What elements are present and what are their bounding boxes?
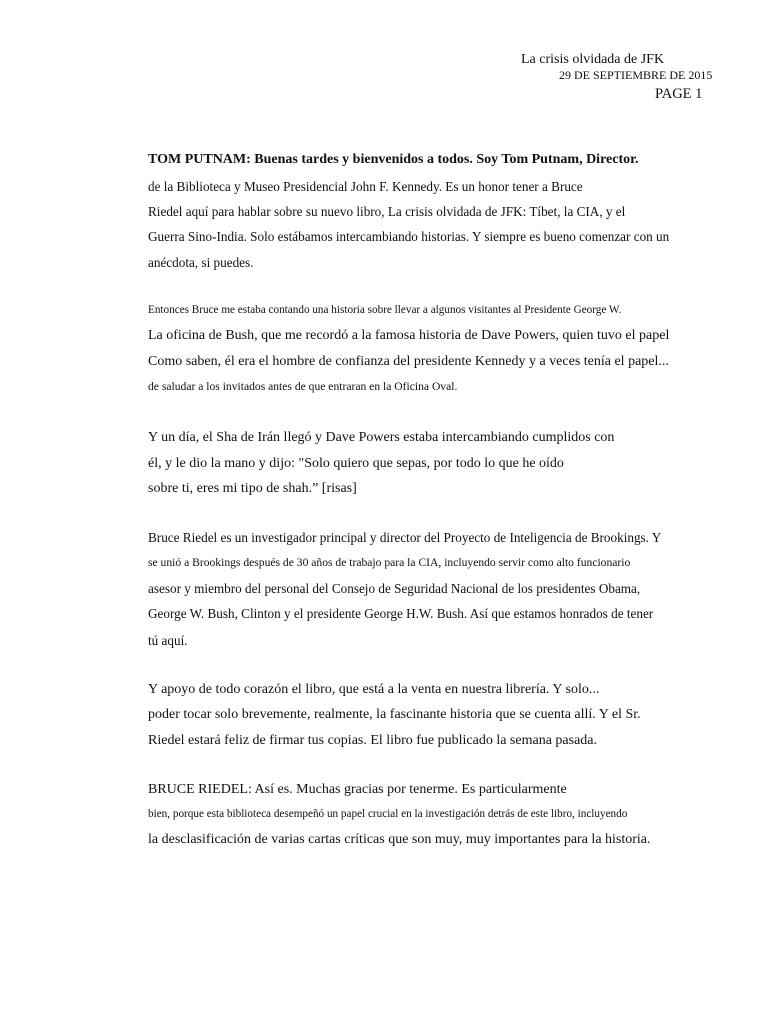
paragraph-5-line-1: Y apoyo de todo corazón el libro, que está a la venta en nuestra librería. Y solo... <box>148 682 600 697</box>
paragraph-4-line-2: se unió a Brookings después de 30 años de trabajo para la CIA, incluyendo servir como alto funcionario <box>148 556 631 569</box>
paragraph-6-line-3: la desclasificación de varias cartas críticas que son muy, muy importantes para la historia. <box>148 832 651 847</box>
paragraph-2-line-3: Como saben, él era el hombre de confianza del presidente Kennedy y a veces tenía el papel... <box>148 354 669 369</box>
paragraph-5-line-2: poder tocar solo brevemente, realmente, la fascinante historia que se cuenta allí. Y el Sr. <box>148 707 641 722</box>
header-title: La crisis olvidada de JFK <box>521 52 665 67</box>
paragraph-3-line-1: Y un día, el Sha de Irán llegó y Dave Powers estaba intercambiando cumplidos con <box>148 430 615 445</box>
paragraph-6-line-1: BRUCE RIEDEL: Así es. Muchas gracias por tenerme. Es particularmente <box>148 782 567 797</box>
paragraph-4-line-4: George W. Bush, Clinton y el presidente George H.W. Bush. Así que estamos honrados de tener <box>148 606 654 621</box>
header-page-number: PAGE 1 <box>655 86 703 102</box>
paragraph-6-line-2: bien, porque esta biblioteca desempeñó un papel crucial en la investigación detrás de este libro, incluyendo <box>148 808 628 820</box>
paragraph-4-line-5: tú aquí. <box>148 633 188 648</box>
header-date: 29 DE SEPTIEMBRE DE 2015 <box>559 68 713 82</box>
paragraph-3-line-2: él, y le dio la mano y dijo: "Solo quiero que sepas, por todo lo que he oído <box>148 456 564 471</box>
paragraph-1-line-3: Riedel aquí para hablar sobre su nuevo libro, La crisis olvidada de JFK: Tíbet, la CIA, y el <box>148 204 626 219</box>
paragraph-1-line-4: Guerra Sino-India. Solo estábamos intercambiando historias. Y siempre es bueno comenzar con un <box>148 229 670 244</box>
paragraph-4-line-1: Bruce Riedel es un investigador principal y director del Proyecto de Inteligencia de Brookings. Y <box>148 530 662 545</box>
paragraph-2-line-2: La oficina de Bush, que me recordó a la famosa historia de Dave Powers, quien tuvo el papel <box>148 328 670 343</box>
paragraph-1-line-5: anécdota, si puedes. <box>148 255 254 270</box>
paragraph-3-line-3: sobre ti, eres mi tipo de shah.” [risas] <box>148 481 357 496</box>
paragraph-2-line-4: de saludar a los invitados antes de que entraran en la Oficina Oval. <box>148 380 458 393</box>
paragraph-2-line-1: Entonces Bruce me estaba contando una historia sobre llevar a algunos visitantes al Presidente George W. <box>148 304 622 316</box>
paragraph-5-line-3: Riedel estará feliz de firmar tus copias. El libro fue publicado la semana pasada. <box>148 733 597 748</box>
paragraph-4-line-3: asesor y miembro del personal del Consejo de Seguridad Nacional de los presidentes Obama, <box>148 581 641 596</box>
paragraph-1-line-2: de la Biblioteca y Museo Presidencial John F. Kennedy. Es un honor tener a Bruce <box>148 179 583 194</box>
paragraph-1-line-1: TOM PUTNAM: Buenas tardes y bienvenidos a todos. Soy Tom Putnam, Director. <box>148 152 639 167</box>
